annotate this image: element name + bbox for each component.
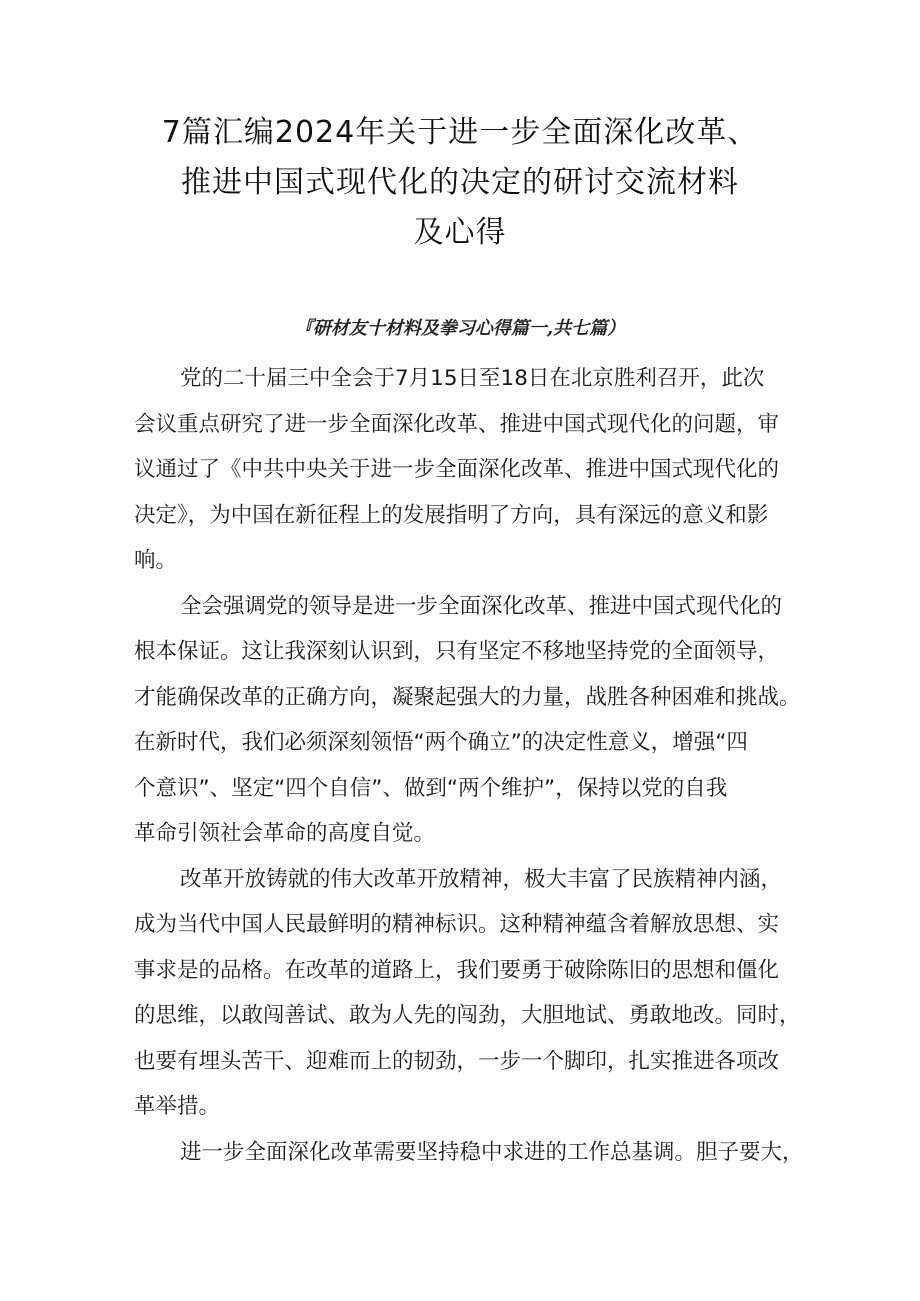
text-line: 在新时代，我们必须深刻领悟“两个确立”的决定性意义，增强“四 [134,730,748,755]
text-line: 也要有埋头苦干、迎难而上的韧劲，一步一个脚印，扎实推进各项改 [134,1048,780,1074]
text-line: 进一步全面深化改革需要坚持稳中求进的工作总基调。胆子要大， [180,1139,804,1165]
paragraph-1 [134,356,794,584]
text-line: 决定》，为中国在新征程上的发展指明了方向，具有深远的意义和影 [134,502,769,528]
text-line: 成为当代中国人民最鲜明的精神标识。这种精神蕴含着解放思想、实 [134,912,780,937]
text-line: 事求是的品格。在改革的道路上，我们要勇于破除陈旧的思想和僵化 [134,957,780,983]
title-line: 7篇汇编2024年关于进一步全面深化改革、 [161,115,759,150]
title-line: 推进中国式现代化的决定的研讨交流材料 [181,165,739,200]
text-line: 改革开放铸就的伟大改革开放精神，极大丰富了民族精神内涵， [180,866,783,892]
text-line: 党的二十届三中全会于7月15日至18日在北京胜利召开，此次 [180,366,765,391]
text-line: 的思维，以敢闯善试、敢为人先的闯劲，大胆地试、勇敢地改。同时， [134,1003,801,1028]
text-line: 全会强调党的领导是进一步全面深化改革、推进中国式现代化的 [180,593,783,619]
text-line: 响。 [134,548,178,573]
paragraph-4 [134,1130,804,1176]
text-line: 革命引领社会革命的高度自觉。 [134,821,436,846]
paragraph-3 [134,857,801,1130]
text-line: 才能确保改革的正确方向，凝聚起强大的力量，战胜各种困难和挑战。 [134,684,801,710]
text-line: 个意识”、坚定“四个自信”、做到“两个维护”，保持以党的自我 [134,775,728,801]
text-line: 议通过了《中共中央关于进一步全面深化改革、推进中国式现代化的 [134,457,780,482]
title-line: 及心得 [413,215,507,250]
document-subtitle: 『研材友十材料及拳习心得篇一,共七篇） [294,318,626,339]
paragraph-2 [134,584,801,857]
text-line: 根本保证。这让我深刻认识到，只有坚定不移地坚持党的全面领导， [134,639,780,664]
document-body [134,356,804,1175]
document-title [100,108,820,258]
text-line: 革举措。 [134,1094,221,1119]
text-line: 会议重点研究了进一步全面深化改革、推进中国式现代化的问题，审 [134,411,780,437]
